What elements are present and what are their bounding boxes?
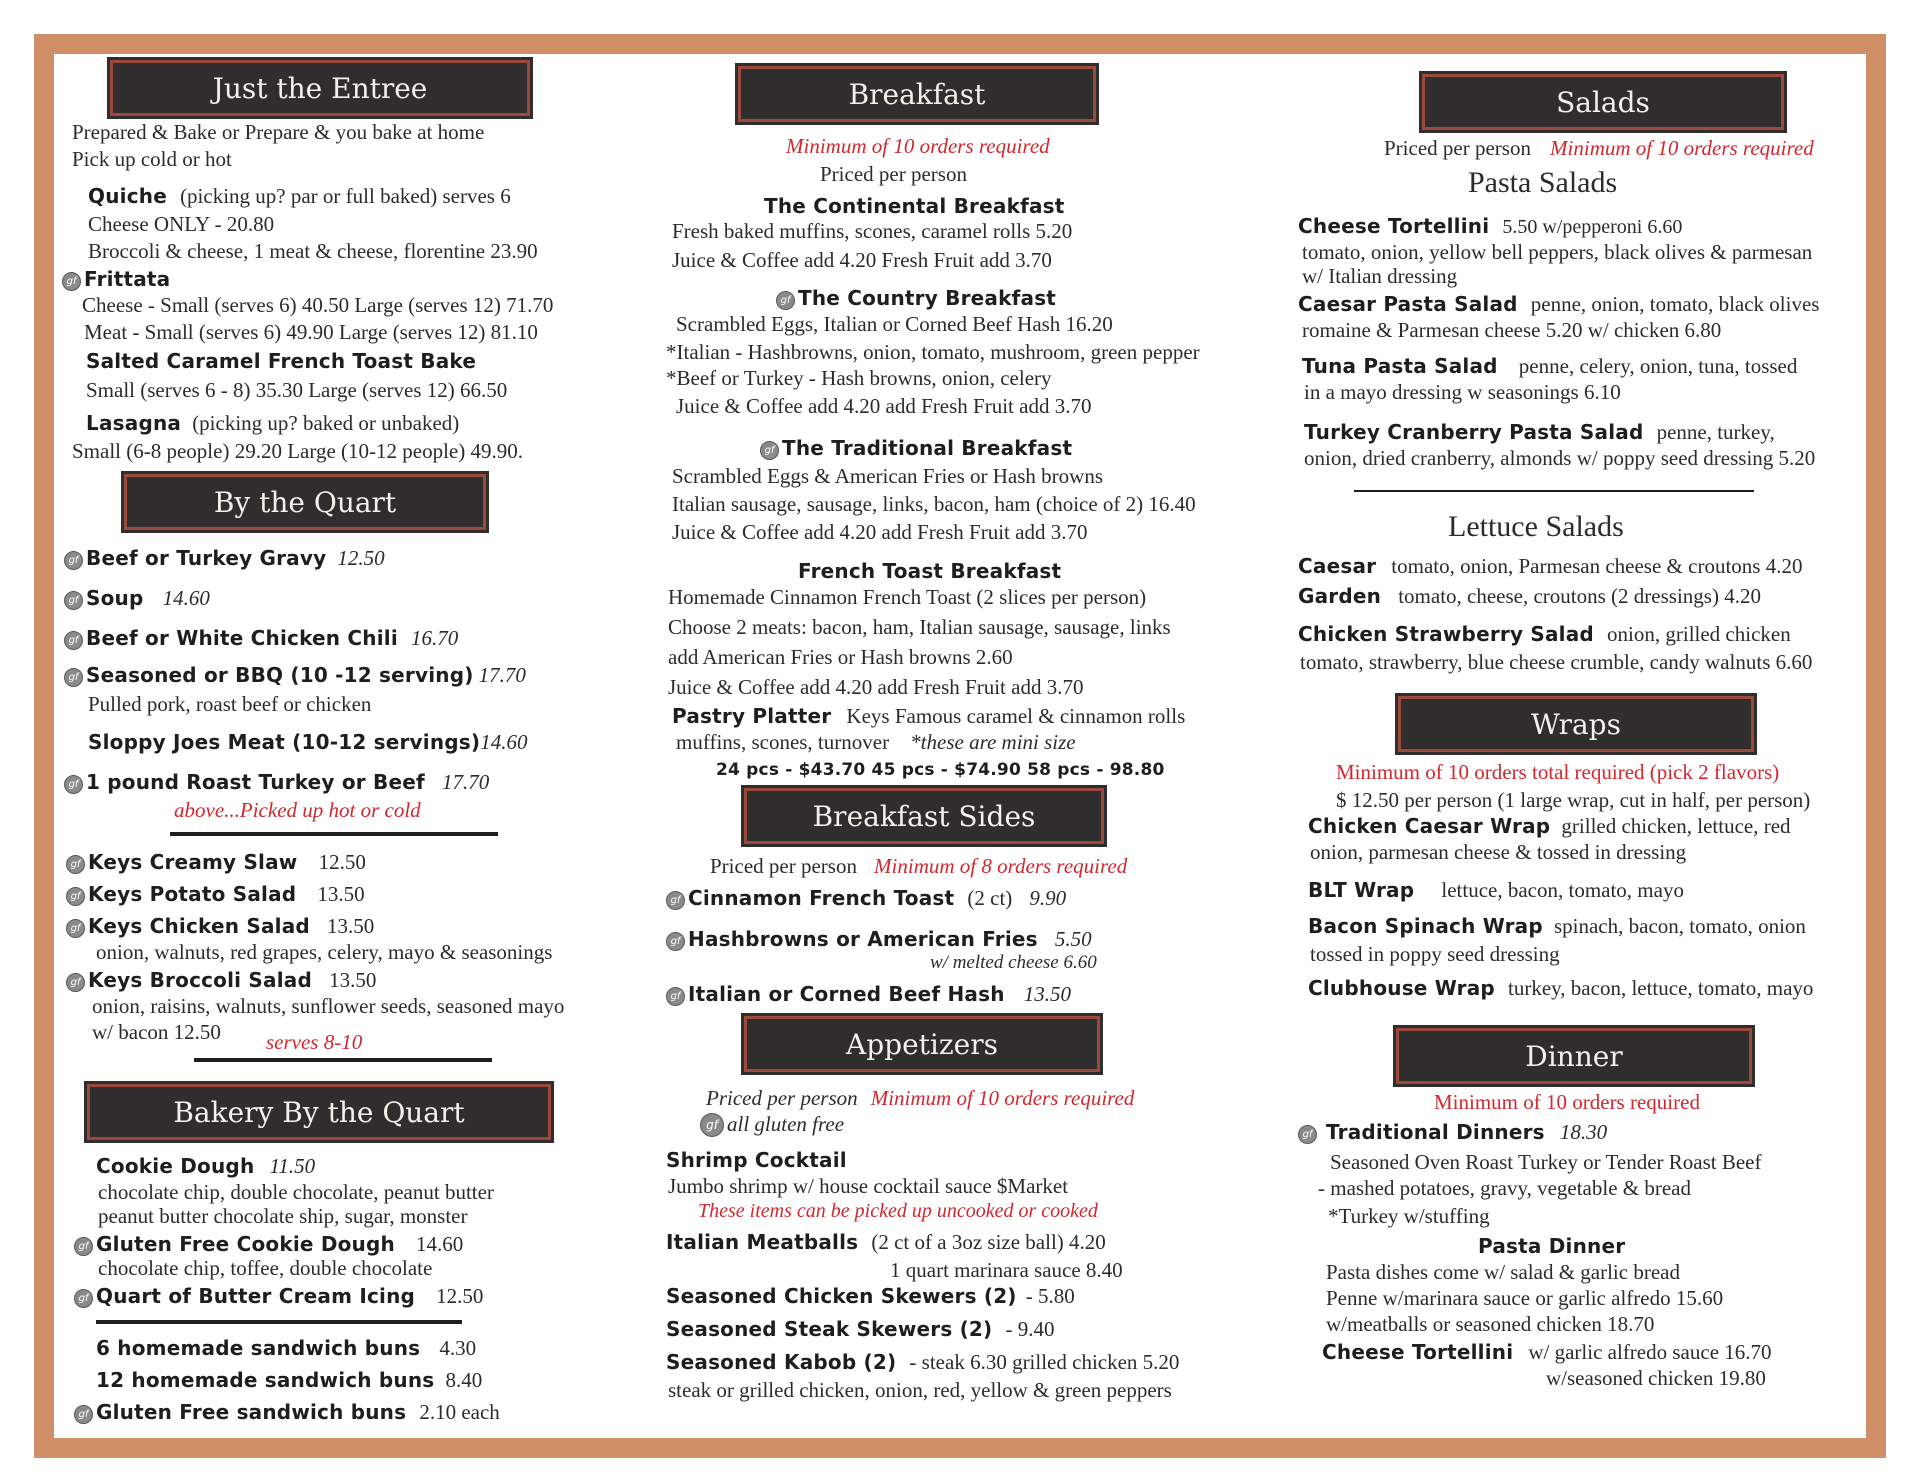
priced-note: Priced per person	[710, 854, 857, 878]
item-detail: Small (serves 6 - 8) 35.30 Large (serves 12) 66.50	[86, 378, 508, 402]
divider	[194, 1058, 492, 1062]
item-name: Quiche	[88, 184, 167, 208]
item-description: spinach, bacon, tomato, onion	[1553, 914, 1806, 938]
wrap-price-line: $ 12.50 per person (1 large wrap, cut in half, per person)	[1336, 788, 1811, 812]
menu-item-pasta-dinner: Pasta Dinner	[1478, 1234, 1626, 1258]
item-detail: romaine & Parmesan cheese 5.20 w/ chicken 6.80	[1302, 318, 1722, 342]
menu-item-cookie-dough	[96, 1154, 315, 1179]
menu-item-sloppy-joes	[88, 730, 527, 755]
item-description: 5.50 w/pepperoni 6.60	[1502, 216, 1683, 238]
item-name: Clubhouse Wrap	[1308, 976, 1495, 1000]
menu-item-shrimp-cocktail: Shrimp Cocktail	[666, 1148, 847, 1172]
section-header-dinner: Dinner	[1396, 1028, 1752, 1084]
gluten-free-icon: gf	[66, 919, 85, 938]
menu-item-chicken-skewers	[666, 1284, 1075, 1309]
item-detail: tomato, strawberry, blue cheese crumble, candy walnuts 6.60	[1300, 650, 1813, 674]
divider	[96, 1320, 462, 1324]
item-description: - steak 6.30 grilled chicken 5.20	[909, 1350, 1180, 1374]
gluten-free-icon: gf	[64, 668, 83, 687]
menu-item-hashbrowns	[666, 927, 1092, 952]
item-name: Seasoned Kabob (2)	[666, 1350, 897, 1374]
section-header-wraps: Wraps	[1398, 696, 1754, 752]
item-name: 1 pound Roast Turkey or Beef	[86, 770, 425, 794]
menu-item-country	[776, 286, 1056, 310]
menu-item-steak-skewers	[666, 1317, 1054, 1342]
item-name: Keys Creamy Slaw	[88, 850, 298, 874]
minimum-order-note: Minimum of 10 orders required	[1550, 136, 1814, 160]
menu-item-gf-buns	[74, 1400, 500, 1425]
item-detail: Jumbo shrimp w/ house cocktail sauce $Market	[668, 1174, 1069, 1198]
item-detail: add American Fries or Hash browns 2.60	[668, 645, 1013, 669]
item-description: (picking up? par or full baked) serves 6	[180, 184, 511, 208]
section-header-breakfast: Breakfast	[738, 66, 1096, 122]
section-header-by-the-quart: By the Quart	[124, 474, 486, 530]
item-detail: Small (6-8 people) 29.20 Large (10-12 people) 49.90.	[72, 439, 523, 463]
item-count: (2 ct)	[967, 886, 1013, 910]
menu-item-corned-beef-hash	[666, 982, 1071, 1007]
item-price: 9.90	[1029, 886, 1067, 910]
menu-item-chicken-strawberry-salad	[1298, 622, 1791, 647]
item-description: Keys Famous caramel & cinnamon rolls	[846, 704, 1186, 728]
item-price: 17.70	[478, 663, 526, 687]
item-description: penne, onion, tomato, black olives	[1530, 292, 1820, 316]
item-detail: onion, raisins, walnuts, sunflower seeds, seasoned mayo	[92, 994, 565, 1018]
item-detail: w/ bacon 12.50	[92, 1020, 221, 1044]
menu-item-blt-wrap	[1308, 878, 1684, 903]
item-price: 14.60	[162, 586, 210, 610]
menu-item-slaw	[66, 850, 366, 875]
item-detail: - mashed potatoes, gravy, vegetable & bread	[1318, 1176, 1691, 1200]
item-name: Keys Broccoli Salad	[88, 968, 312, 992]
gluten-free-icon: gf	[64, 591, 83, 610]
menu-item-tuna-pasta-salad	[1302, 354, 1797, 379]
menu-item-kabob	[666, 1350, 1179, 1375]
menu-item-cheese-tortellini-salad	[1298, 214, 1682, 239]
item-name: Cheese Tortellini	[1322, 1340, 1514, 1364]
item-price: 4.30	[439, 1336, 477, 1360]
item-detail: onion, dried cranberry, almonds w/ poppy seed dressing 5.20	[1304, 446, 1816, 470]
section-header-breakfast-sides: Breakfast Sides	[744, 788, 1104, 844]
item-name: Frittata	[84, 267, 171, 291]
item-description: turkey, bacon, lettuce, tomato, mayo	[1508, 976, 1814, 1000]
serves-note: serves 8-10	[266, 1030, 363, 1054]
item-price: 13.50	[327, 914, 375, 938]
menu-item-traditional-dinners	[1298, 1120, 1607, 1145]
salads-note	[1384, 136, 1814, 161]
item-name: Gluten Free sandwich buns	[96, 1400, 407, 1424]
item-detail: onion, parmesan cheese & tossed in dressing	[1310, 840, 1687, 864]
item-detail: w/ Italian dressing	[1302, 264, 1458, 288]
menu-item-frittata	[62, 267, 170, 291]
gluten-free-icon: gf	[74, 1237, 93, 1256]
item-name: Keys Potato Salad	[88, 882, 297, 906]
item-name: Chicken Caesar Wrap	[1308, 814, 1551, 838]
item-price: 12.50	[436, 1284, 484, 1308]
gluten-free-icon: gf	[700, 1113, 724, 1137]
item-detail: Choose 2 meats: bacon, ham, Italian sausage, sausage, links	[668, 615, 1171, 639]
section-header-appetizers: Appetizers	[744, 1016, 1100, 1072]
item-price: 5.50	[1054, 927, 1092, 951]
gluten-free-icon: gf	[64, 775, 83, 794]
item-name: Beef or Turkey Gravy	[86, 546, 327, 570]
item-description: tomato, cheese, croutons (2 dressings) 4.20	[1398, 584, 1761, 608]
item-detail: peanut butter chocolate ship, sugar, monster	[98, 1204, 468, 1228]
gluten-free-label: all gluten free	[727, 1112, 845, 1136]
item-detail: Cheese - Small (serves 6) 40.50 Large (serves 12) 71.70	[82, 293, 554, 317]
item-detail: steak or grilled chicken, onion, red, yellow & green peppers	[668, 1378, 1172, 1402]
item-price: 12.50	[337, 546, 385, 570]
priced-note: Priced per person	[706, 1086, 858, 1110]
item-price: 17.70	[441, 770, 490, 794]
menu-item-gravy	[64, 546, 385, 571]
menu-item-chili	[64, 626, 458, 651]
item-detail: Juice & Coffee add 4.20 add Fresh Fruit add 3.70	[676, 394, 1092, 418]
item-detail: w/meatballs or seasoned chicken 18.70	[1326, 1312, 1655, 1336]
item-name: Italian or Corned Beef Hash	[688, 982, 1005, 1006]
menu-item-french-toast-breakfast: French Toast Breakfast	[798, 559, 1062, 583]
item-detail: Italian sausage, sausage, links, bacon, ham (choice of 2) 16.40	[672, 492, 1196, 516]
divider	[1354, 490, 1754, 492]
item-detail: Pasta dishes come w/ salad & garlic bread	[1326, 1260, 1680, 1284]
pasta-salads-title: Pasta Salads	[1468, 166, 1618, 199]
item-name: 12 homemade sandwich buns	[96, 1368, 435, 1392]
item-name: Seasoned Steak Skewers (2)	[666, 1317, 993, 1341]
item-price: 18.30	[1559, 1120, 1608, 1144]
item-detail: w/ melted cheese 6.60	[930, 952, 1097, 973]
item-name: 6 homemade sandwich buns	[96, 1336, 421, 1360]
entree-intro-line: Pick up cold or hot	[72, 147, 232, 171]
menu-item-potato-salad	[66, 882, 365, 907]
item-name: The Country Breakfast	[798, 286, 1057, 310]
menu-item-garden-salad	[1298, 584, 1761, 609]
item-description: (2 ct of a 3oz size ball) 4.20	[871, 1230, 1106, 1254]
item-detail: tomato, onion, yellow bell peppers, black olives & parmesan	[1302, 240, 1813, 264]
item-name: Lasagna	[86, 411, 182, 435]
item-description: muffins, scones, turnover	[676, 730, 890, 754]
minimum-order-note: Minimum of 10 orders required	[870, 1086, 1135, 1110]
menu-item-12-buns	[96, 1368, 482, 1393]
section-header-salads: Salads	[1422, 74, 1784, 130]
item-detail: chocolate chip, double chocolate, peanut butter	[98, 1180, 494, 1204]
divider	[170, 832, 498, 836]
minimum-order-note: Minimum of 10 orders total required (pick 2 flavors)	[1336, 760, 1780, 784]
pickup-note: above...Picked up hot or cold	[174, 798, 421, 822]
item-price: 11.50	[269, 1154, 316, 1178]
item-name: Hashbrowns or American Fries	[688, 927, 1038, 951]
gluten-free-icon: gf	[1298, 1125, 1317, 1144]
item-name: Gluten Free Cookie Dough	[96, 1232, 395, 1256]
section-header-just-the-entree: Just the Entree	[110, 60, 530, 116]
item-name: Garden	[1298, 584, 1382, 608]
item-detail: in a mayo dressing w seasonings 6.10	[1304, 380, 1621, 404]
item-detail: Fresh baked muffins, scones, caramel rolls 5.20	[672, 219, 1073, 243]
priced-note: Priced per person	[1384, 136, 1531, 160]
gluten-free-icon: gf	[64, 631, 83, 650]
item-name: Quart of Butter Cream Icing	[96, 1284, 416, 1308]
item-description: (picking up? baked or unbaked)	[192, 411, 460, 435]
menu-item-soup	[64, 586, 210, 611]
item-name: Bacon Spinach Wrap	[1308, 914, 1543, 938]
item-name: Cinnamon French Toast	[688, 886, 955, 910]
item-description: lettuce, bacon, tomato, mayo	[1441, 878, 1684, 902]
gluten-free-icon: gf	[66, 887, 85, 906]
menu-item-gf-cookie-dough	[74, 1232, 463, 1257]
gluten-free-icon: gf	[776, 291, 795, 310]
menu-item-traditional	[760, 436, 1072, 460]
item-detail: Scrambled Eggs & American Fries or Hash browns	[672, 464, 1104, 488]
menu-item-clubhouse-wrap	[1308, 976, 1813, 1001]
item-detail: Homemade Cinnamon French Toast (2 slices per person)	[668, 585, 1147, 609]
item-detail: Seasoned Oven Roast Turkey or Tender Roast Beef	[1330, 1150, 1762, 1174]
item-detail: 1 quart marinara sauce 8.40	[890, 1258, 1123, 1282]
menu-item-caesar-salad	[1298, 554, 1802, 579]
item-name: Soup	[86, 586, 144, 610]
item-name: Sloppy Joes Meat (10-12 servings)	[88, 730, 481, 754]
item-description: grilled chicken, lettuce, red	[1561, 814, 1791, 838]
gluten-free-icon: gf	[666, 932, 685, 951]
menu-item-6-buns	[96, 1336, 476, 1361]
item-price: 2.10 each	[419, 1400, 500, 1424]
item-name: Caesar Pasta Salad	[1298, 292, 1518, 316]
item-detail: onion, walnuts, red grapes, celery, mayo & seasonings	[96, 940, 553, 964]
menu-item-roast	[64, 770, 489, 795]
item-detail: Meat - Small (serves 6) 49.90 Large (serves 12) 81.10	[84, 320, 538, 344]
minimum-order-note: Minimum of 10 orders required	[1434, 1090, 1700, 1114]
entree-intro-line: Prepared & Bake or Prepare & you bake at home	[72, 120, 485, 144]
gluten-free-icon: gf	[74, 1405, 93, 1424]
item-price: 14.60	[480, 730, 528, 754]
item-name: Keys Chicken Salad	[88, 914, 310, 938]
menu-page	[54, 54, 1866, 1438]
gluten-free-icon: gf	[66, 855, 85, 874]
menu-item-cheese-tortellini-dinner	[1322, 1340, 1772, 1365]
item-name: Seasoned Chicken Skewers (2)	[666, 1284, 1017, 1308]
item-detail: *Beef or Turkey - Hash browns, onion, celery	[666, 366, 1052, 390]
lettuce-salads-title: Lettuce Salads	[1448, 510, 1624, 543]
menu-item-chicken-salad	[66, 914, 374, 939]
item-name: Caesar	[1298, 554, 1377, 578]
item-description: w/ garlic alfredo sauce 16.70	[1528, 1340, 1772, 1364]
menu-item-chicken-caesar-wrap	[1308, 814, 1791, 839]
gluten-free-icon: gf	[74, 1289, 93, 1308]
item-detail: Juice & Coffee add 4.20 Fresh Fruit add 3.70	[672, 248, 1052, 272]
item-price: - 5.80	[1025, 1284, 1075, 1308]
menu-item-bbq	[64, 663, 526, 688]
item-price: 16.70	[410, 626, 459, 650]
menu-item-lasagna	[86, 411, 459, 436]
item-name: Traditional Dinners	[1326, 1120, 1545, 1144]
gluten-free-icon: gf	[666, 891, 685, 910]
appetizers-note	[706, 1086, 1134, 1111]
item-name: Turkey Cranberry Pasta Salad	[1304, 420, 1644, 444]
menu-item-continental: The Continental Breakfast	[764, 194, 1065, 218]
minimum-order-note: Minimum of 8 orders required	[874, 854, 1128, 878]
item-detail: Juice & Coffee add 4.20 add Fresh Fruit add 3.70	[668, 675, 1084, 699]
gluten-free-icon: gf	[64, 551, 83, 570]
item-detail: Pulled pork, roast beef or chicken	[88, 692, 372, 716]
item-description: tomato, onion, Parmesan cheese & croutons 4.20	[1391, 554, 1803, 578]
item-detail: Broccoli & cheese, 1 meat & cheese, florentine 23.90	[88, 239, 538, 263]
gluten-free-icon: gf	[760, 441, 779, 460]
item-name: Chicken Strawberry Salad	[1298, 622, 1594, 646]
item-description: penne, turkey,	[1656, 420, 1775, 444]
menu-item-salted-caramel-french-toast: Salted Caramel French Toast Bake	[86, 349, 477, 373]
item-detail: *Turkey w/stuffing	[1328, 1204, 1490, 1228]
item-price: 14.60	[416, 1232, 464, 1256]
item-detail	[676, 730, 1076, 755]
item-name: Cookie Dough	[96, 1154, 255, 1178]
item-detail: chocolate chip, toffee, double chocolate	[98, 1256, 433, 1280]
item-detail: w/seasoned chicken 19.80	[1546, 1366, 1766, 1390]
item-detail: tossed in poppy seed dressing	[1310, 942, 1560, 966]
menu-item-broccoli-salad	[66, 968, 376, 993]
item-name: Cheese Tortellini	[1298, 214, 1490, 238]
gluten-free-icon: gf	[666, 987, 685, 1006]
item-detail: Penne w/marinara sauce or garlic alfredo 15.60	[1326, 1286, 1724, 1310]
item-price: - 9.40	[1005, 1317, 1055, 1341]
menu-item-turkey-cranberry-pasta-salad	[1304, 420, 1775, 445]
item-price: 13.50	[329, 968, 377, 992]
item-price: 8.40	[445, 1368, 483, 1392]
item-name: Italian Meatballs	[666, 1230, 859, 1254]
minimum-order-note: Minimum of 10 orders required	[786, 134, 1050, 158]
item-description: onion, grilled chicken	[1607, 622, 1791, 646]
item-price: 12.50	[318, 850, 366, 874]
menu-item-italian-meatballs	[666, 1230, 1106, 1255]
item-price: 13.50	[317, 882, 365, 906]
section-header-bakery-by-the-quart: Bakery By the Quart	[87, 1084, 551, 1140]
gluten-free-icon: gf	[66, 973, 85, 992]
mini-size-note: *these are mini size	[910, 730, 1076, 754]
item-detail: Cheese ONLY - 20.80	[88, 212, 275, 236]
uncooked-note: These items can be picked up uncooked or cooked	[698, 1200, 1098, 1222]
item-detail: Scrambled Eggs, Italian or Corned Beef Hash 16.20	[676, 312, 1113, 336]
item-name: Seasoned or BBQ (10 -12 serving)	[86, 663, 474, 687]
menu-item-cinnamon-french-toast	[666, 886, 1066, 911]
item-price: 13.50	[1023, 982, 1071, 1006]
priced-note: Priced per person	[820, 162, 967, 186]
menu-item-icing	[74, 1284, 483, 1309]
item-name: The Traditional Breakfast	[782, 436, 1073, 460]
menu-item-bacon-spinach-wrap	[1308, 914, 1806, 939]
item-detail: Juice & Coffee add 4.20 add Fresh Fruit add 3.70	[672, 520, 1088, 544]
item-name: Beef or White Chicken Chili	[86, 626, 398, 650]
item-name: Pastry Platter	[672, 704, 832, 728]
item-detail: *Italian - Hashbrowns, onion, tomato, mushroom, green pepper	[666, 340, 1200, 364]
menu-border	[34, 34, 1886, 1458]
item-name: BLT Wrap	[1308, 878, 1415, 902]
item-description: penne, celery, onion, tuna, tossed	[1518, 354, 1798, 378]
menu-item-caesar-pasta-salad	[1298, 292, 1819, 317]
gluten-free-icon: gf	[62, 272, 81, 291]
gluten-free-note	[700, 1112, 844, 1137]
menu-item-quiche	[88, 184, 511, 209]
item-name: Tuna Pasta Salad	[1302, 354, 1498, 378]
pastry-prices: 24 pcs - $43.70 45 pcs - $74.90 58 pcs - 98.80	[716, 760, 1165, 780]
menu-item-pastry-platter	[672, 704, 1185, 729]
sides-note	[710, 854, 1127, 879]
